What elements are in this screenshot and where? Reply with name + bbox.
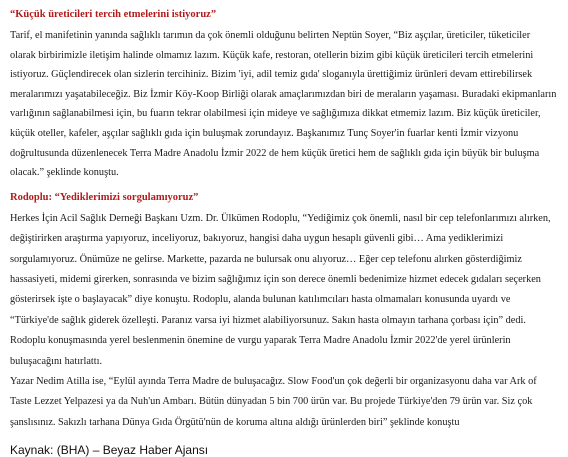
section-gap [10, 183, 558, 191]
section-heading-rodoplu: Rodoplu: “Yediklerimizi sorgulamıyoruz” [10, 191, 199, 203]
paragraph-soyer: Tarif, el manifetinin yanında sağlıklı tarımın da çok önemli olduğunu belirten Neptün Soyer, “Biz aşçılar, üreticiler, tüketiciler olarak birbirimizle iletişim halinde olmamız lazım. Küçük kafe, restoran, otellerin bizim gibi küçük üreticileri tercih etmelerini istiyoruz. Güçlendirecek olan sizlerin tercihiniz. Bizim 'iyi, adil temiz gıda' sloganıyla ürettiğimiz ürünleri devam ettirebilirsek meralarımızı yaşatabileceğiz. Biz İzmir Köy-Koop Birliği olarak amaçlarımızdan biri de meraların yaşaması. Buradaki ekipmanların varlığının sağlanabilmesi için, bu fuarın tekrar olabilmesi için mideye ve sağlığımıza dikkat etmemiz lazım. Biz küçük üreticiler, küçük oteller, kafeler, aşçılar sağlıklı gıda için buluşmak zorundayız. Başkanımız Tunç Soyer'in fuarlar kenti İzmir vizyonu doğrultusunda düzenlenecek Terra Madre Anadolu İzmir 2022 de hem küçük üretici hem de sağlıklı gıda için büyük bir buluşma olacak.” şeklinde konuştu. [10, 30, 557, 179]
source-credit: Kaynak: (BHA) – Beyaz Haber Ajansı [10, 443, 209, 457]
section-heading-small-producers: “Küçük üreticileri tercih etmelerini istiyoruz” [10, 9, 217, 20]
paragraph-rodoplu: Herkes İçin Acil Sağlık Derneği Başkanı Uzm. Dr. Ülkümen Rodoplu, “Yediğimiz çok önemli, nasıl bir cep telefonlarımızı alırken, değiştirirken araştırma yapıyoruz, inceliyoruz, bakıyoruz, hangisi daha uygun hesaplı güvenli gibi… Ama yediklerimizi sorgulamıyoruz. Önümüze ne gelirse. Markette, pazarda ne bulursak onu alıyoruz… Eğer cep telefonu alırken gösterdiğimiz hassasiyeti, midemi girerken, sonrasında ve bizim sağlığımız için son derece önemli bedenimize hizmet edecek gıdaları seçerken gösterirsek işte o başlayacak” diye konuştu. Rodoplu, alanda bulunan katılımcıları hasta olmamaları konusunda uyardı ve “Türkiye'de sağlık giderek özelleşti. Paranız varsa iyi hizmet alabiliyorsunuz. Sakın hasta olmayın tarhana çorbası için” dedi. Rodoplu konuşmasında yerel beslenmenin önemine de vurgu yaparak Terra Madre Anadolu İzmir 2022'de yerel ürünlerin buluşacağını hatırlattı. [10, 212, 551, 367]
paragraph-atilla: Yazar Nedim Atilla ise, “Eylül ayında Terra Madre de buluşacağız. Slow Food'un çok değerli bir organizasyonu daha var Ark of Taste Lezzet Yelpazesi ya da Nuh'un Ambarı. Bütün dünyadan 5 bin 700 ürün var. Bu projede Türkiye'den 79 ürün var. Siz çok şanslısınız. Sakızlı tarhana Dünya Gıda Örgütü'nün de koruma altına aldığı ürünlerden biri” şeklinde konuştu [10, 376, 537, 428]
